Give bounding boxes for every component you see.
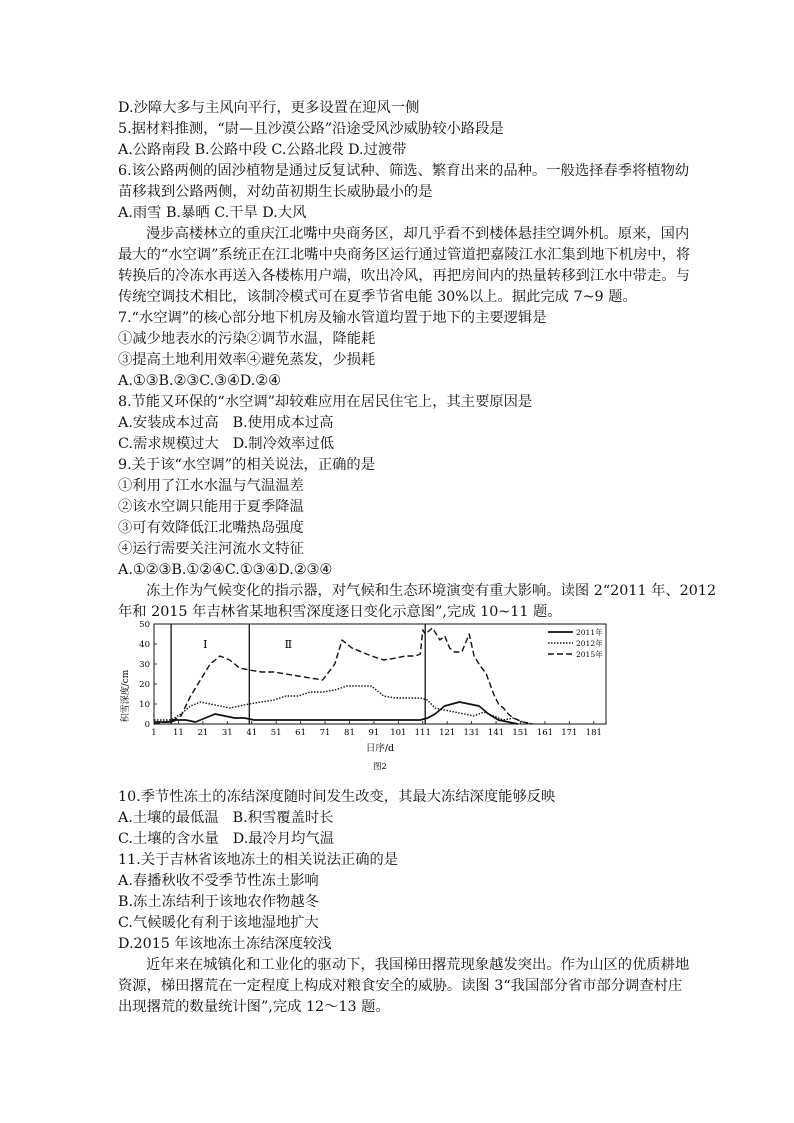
q10-option-b: B.积雪覆盖时长 (232, 810, 334, 826)
q9-options: A.①②③B.①②④C.①③④D.②③④ (118, 562, 333, 578)
q6-options: A.雨雪 B.暴晒 C.干旱 D.大风 (118, 205, 307, 221)
q8-option-a: A.安装成本过高 (118, 415, 219, 431)
legend-label: 2011年 (576, 628, 603, 637)
passage-water-ac-line-3: 转换后的冷冻水再送入各楼栋用户端，吹出冷风，再把房间内的热量转移到江水中带走。与 (118, 268, 690, 284)
x-tick-label: 71 (319, 728, 331, 738)
chart-y-axis-label: 积雪深度/cm (121, 669, 131, 723)
q10-stem: 10.季节性冻土的冻结深度随时间发生改变，其最大冻结深度能够反映 (118, 789, 556, 805)
q8-option-b: B.使用成本过高 (232, 415, 334, 431)
x-tick-label: 181 (585, 728, 602, 738)
snow-depth-line-chart (118, 618, 688, 776)
q9-stem: 9.关于该“水空调”的相关说法，正确的是 (118, 457, 376, 473)
q7-stem: 7.“水空调”的核心部分地下机房及输水管道均置于地下的主要逻辑是 (118, 310, 547, 326)
series-line-2011年 (154, 702, 518, 724)
q11-option-d: D.2015 年该地冻土冻结深度较浅 (118, 936, 332, 952)
x-tick-label: 41 (246, 728, 258, 738)
q9-statement-4: ④运行需要关注河流水文特征 (118, 541, 304, 557)
passage-terrace-line-1: 近年来在城镇化和工业化的驱动下，我国梯田撂荒现象越发突出。作为山区的优质耕地 (146, 957, 690, 973)
q7-statements-2: ③提高土地利用效率④避免蒸发，少损耗 (118, 352, 376, 368)
figure-2-snow-depth-chart (118, 618, 688, 776)
x-tick-label: 131 (463, 728, 480, 738)
x-tick-label: 81 (344, 728, 355, 738)
q11-stem: 11.关于吉林省该地冻土的相关说法正确的是 (118, 852, 399, 868)
y-tick-label: 40 (139, 640, 150, 650)
passage-terrace-line-3: 出现撂荒的数量统计图”,完成 12～13 题。 (118, 999, 390, 1015)
x-tick-label: 31 (221, 728, 233, 738)
x-tick-label: 121 (439, 728, 456, 738)
q6-stem-line-1: 6.该公路两侧的固沙植物是通过反复试种、筛选、繁育出来的品种。一般选择春季将植物幼 (118, 163, 690, 179)
passage-water-ac-line-4: 传统空调技术相比，该制冷模式可在夏季节省电能 30%以上。据此完成 7~9 题。 (118, 289, 637, 305)
y-tick-label: 50 (139, 620, 150, 630)
q10-option-c: C.土壤的含水量 (118, 831, 219, 847)
q9-statement-3: ③可有效降低江北嘴热岛强度 (118, 520, 304, 536)
chart-x-axis-label: 日序/d (365, 743, 395, 754)
q9-statement-1: ①利用了江水水温与气温温差 (118, 478, 304, 494)
q9-statement-2: ②该水空调只能用于夏季降温 (118, 499, 304, 515)
q10-option-d: D.最冷月均气温 (232, 831, 335, 847)
q6-stem-line-2: 苗移栽到公路两侧，对幼苗初期生长威胁最小的是 (118, 184, 433, 200)
chart-legend (548, 627, 603, 659)
passage-frozen-soil-line-1: 冻土作为气候变化的指示器，对气候和生态环境演变有重大影响。读图 2“2011 年、2012 (146, 583, 717, 599)
chart-caption: 图2 (373, 762, 387, 772)
y-tick-label: 20 (139, 680, 150, 690)
q8-options-row-1 (118, 413, 334, 433)
x-tick-label: 141 (487, 728, 505, 738)
legend-label: 2015年 (576, 650, 603, 659)
passage-terrace-line-2: 资源，梯田撂荒在一定程度上构成对粮食安全的威胁。读图 3“我国部分省市部分调查村庄 (118, 978, 683, 994)
x-tick-label: 111 (414, 728, 431, 738)
chart-series (154, 628, 533, 724)
q7-options: A.①③B.②③C.③④D.②④ (118, 373, 281, 389)
y-tick-label: 30 (139, 660, 150, 670)
q10-option-a: A.土壤的最低温 (118, 810, 219, 826)
x-tick-label: 101 (390, 728, 407, 738)
x-tick-label: 21 (197, 728, 209, 738)
series-line-2015年 (154, 628, 533, 724)
x-tick-label: 151 (512, 728, 529, 738)
q8-option-c: C.需求规模过大 (118, 436, 219, 452)
q8-stem: 8.节能又环保的“水空调”却较难应用在居民住宅上，其主要原因是 (118, 394, 533, 410)
q11-option-b: B.冻土冻结利于该地农作物越冬 (118, 894, 319, 910)
q11-option-c: C.气候暖化有利于该地湿地扩大 (118, 915, 319, 931)
plot-frame (154, 624, 606, 724)
period-label: Ⅰ (203, 638, 208, 651)
q10-options-row-2 (118, 829, 334, 849)
legend-label: 2012年 (576, 639, 603, 648)
passage-frozen-soil-line-2: 年和 2015 年吉林省某地积雪深度逐日变化示意图”,完成 10~11 题。 (118, 604, 562, 620)
passage-water-ac-line-2: 最大的“水空调”系统正在江北嘴中央商务区运行通过管道把嘉陵江水汇集到地下机房中，将 (118, 247, 691, 263)
q10-options-row-1 (118, 808, 334, 828)
x-tick-label: 61 (295, 728, 307, 738)
q5-options: A.公路南段 B.公路中段 C.公路北段 D.过渡带 (118, 142, 407, 158)
q7-statements-1: ①减少地表水的污染②调节水温，降能耗 (118, 331, 376, 347)
x-tick-label: 1 (151, 728, 157, 738)
y-tick-label: 10 (139, 700, 150, 710)
q8-option-d: D.制冷效率过低 (232, 436, 335, 452)
x-tick-label: 91 (368, 728, 380, 738)
q8-options-row-2 (118, 434, 334, 454)
q4-option-d: D.沙障大多与主风向平行，更多设置在迎风一侧 (118, 100, 420, 116)
x-tick-label: 51 (270, 728, 282, 738)
x-tick-label: 11 (173, 728, 184, 738)
q11-option-a: A.春播秋收不受季节性冻土影响 (118, 873, 319, 889)
y-tick-label: 0 (144, 720, 150, 730)
period-label: Ⅱ (284, 638, 293, 651)
x-tick-label: 161 (536, 728, 554, 738)
passage-water-ac-line-1: 漫步高楼林立的重庆江北嘴中央商务区，却几乎看不到楼体悬挂空调外机。原来，国内 (146, 226, 690, 242)
x-tick-label: 171 (561, 728, 578, 738)
q5-stem: 5.据材料推测，“尉—且沙漠公路”沿途受风沙威胁较小路段是 (118, 121, 504, 137)
